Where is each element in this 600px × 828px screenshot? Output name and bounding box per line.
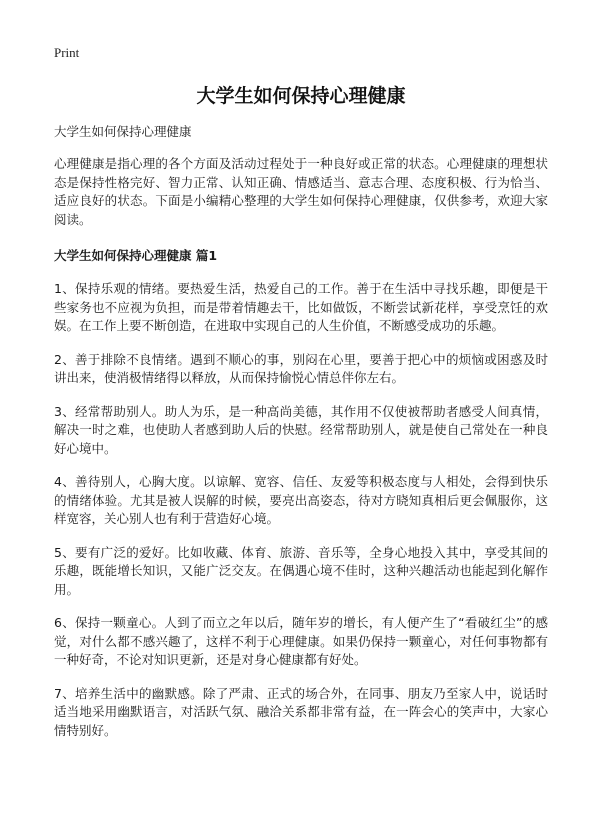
print-link[interactable]: Print bbox=[54, 45, 80, 60]
document-title: 大学生如何保持心理健康 bbox=[196, 85, 406, 107]
document-subtitle: 大学生如何保持心理健康 bbox=[54, 124, 192, 139]
list-item-3: 3、经常帮助别人。助人为乐，是一种高尚美德，其作用不仅使被帮助者感受人间真情，解决一时之难，也使助人者感到助人后的快慰。经常帮助别人，就是使自己常处在一种良好心境中。 bbox=[54, 403, 548, 456]
section-heading: 大学生如何保持心理健康 篇1 bbox=[54, 248, 218, 263]
list-item-5: 5、要有广泛的爱好。比如收藏、体育、旅游、音乐等，全身心地投入其中，享受其间的乐趣，既能增长知识，又能广泛交友。在偶遇心境不佳时，这种兴趣活动也能起到化解作用。 bbox=[54, 544, 548, 597]
intro-paragraph: 心理健康是指心理的各个方面及活动过程处于一种良好或正常的状态。心理健康的理想状态是保持性格完好、智力正常、认知正确、情感适当、意志合理、态度积极、行为恰当、适应良好的状态。下面是小编精心整理的大学生如何保持心理健康，仅供参考，欢迎大家阅读。 bbox=[54, 156, 548, 227]
list-item-4: 4、善待别人，心胸大度。以谅解、宽容、信任、友爱等积极态度与人相处，会得到快乐的情绪体验。尤其是被人误解的时候，要亮出高姿态，待对方晓知真相后更会佩服你，这样宽容，关心别人也有利于营造好心境。 bbox=[54, 474, 548, 526]
list-item-2: 2、善于排除不良情绪。遇到不顺心的事，别闷在心里，要善于把心中的烦恼或困惑及时讲出来，使消极情绪得以释放，从而保持愉悦心情总伴你左右。 bbox=[54, 351, 548, 385]
list-item-1: 1、保持乐观的情绪。要热爱生活，热爱自己的工作。善于在生活中寻找乐趣，即便是干些家务也不应视为负担，而是带着情趣去干，比如做饭，不断尝试新花样，享受烹饪的欢娱。在工作上要不断创造，在进取中实现自己的人生价值，不断感受成功的乐趣。 bbox=[54, 281, 548, 333]
list-item-6: 6、保持一颗童心。人到了而立之年以后，随年岁的增长，有人便产生了“看破红尘”的感觉，对什么都不感兴趣了，这样不利于心理健康。如果仍保持一颗童心，对任何事物都有一种好奇，不论对知识更新，还是对身心健康都有好处。 bbox=[54, 615, 548, 667]
list-item-7: 7、培养生活中的幽默感。除了严肃、正式的场合外，在同事、朋友乃至家人中，说话时适当地采用幽默语言，对活跃气氛、融洽关系都非常有益，在一阵会心的笑声中，大家心情特别好。 bbox=[54, 685, 548, 738]
